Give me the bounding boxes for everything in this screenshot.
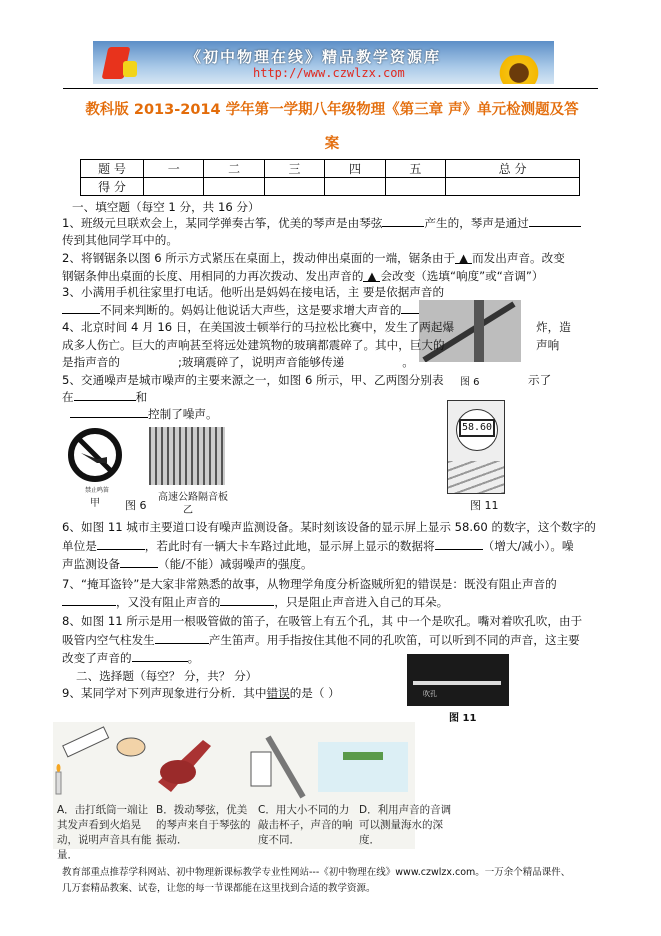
text: 控制了噪声。	[148, 407, 218, 421]
text: 会改变（选填“响度”或“音调”）	[380, 269, 544, 283]
text: 4、北京时间 4 月 16 日，在美国波士顿举行的马拉松比赛中，发生了两起爆	[62, 320, 455, 334]
text: 在	[62, 390, 74, 404]
score-cell[interactable]	[325, 178, 385, 196]
text: 产生的，琴声是通过	[424, 216, 529, 230]
question-1	[62, 215, 581, 231]
question-3-cont	[62, 302, 441, 318]
table-cell: 四	[325, 160, 385, 178]
blank-marker[interactable]: ▲	[363, 268, 380, 282]
text: 炸，造	[536, 320, 571, 334]
text: （能/不能）减弱噪声的强度。	[157, 557, 313, 571]
question-8-cont2	[62, 650, 199, 666]
page-title: 教科版 2013-2014 学年第一学期八年级物理《第三章 声》单元检测题及答	[85, 102, 579, 118]
fig6-caption: 图 6	[125, 499, 147, 512]
sound-barrier-image	[149, 427, 225, 485]
blank[interactable]	[120, 556, 158, 568]
blank[interactable]	[62, 302, 100, 314]
display-readout: 58.60	[459, 419, 495, 437]
text: ;玻璃震碎了，说明声音能够传递	[177, 355, 345, 369]
text: 钢锯条伸出桌面的长度、用相同的力再次拨动、发出声音的	[62, 269, 364, 283]
score-cell[interactable]	[204, 178, 264, 196]
straw-flute-image	[407, 654, 509, 706]
table-cell: 二	[204, 160, 264, 178]
blank-marker[interactable]: ▲	[455, 250, 472, 264]
blank[interactable]	[132, 650, 188, 662]
score-cell[interactable]	[446, 178, 580, 196]
fig11-caption: 图 11	[470, 499, 499, 512]
question-8-cont	[62, 632, 580, 648]
table-cell: 总 分	[446, 160, 580, 178]
blank[interactable]	[529, 215, 581, 227]
question-6: 6、如图 11 城市主要道口设有噪声监测设备。某时刻该设备的显示屏上显示 58.60 的数字，这个数字的	[62, 520, 596, 534]
q9-options-figure	[53, 722, 452, 861]
table-cell: 题 号	[81, 160, 144, 178]
blank[interactable]	[74, 389, 136, 401]
section-heading: 一、填空题（每空 1 分，共 16 分）	[72, 200, 260, 214]
question-4	[62, 319, 571, 335]
question-3: 3、小满用手机往家里打电话。他听出是妈妈在接电话，主 要是依据声音的	[62, 285, 445, 299]
text: 1、班级元旦联欢会上，某同学弹奏古筝，优美的琴声是由琴弦	[62, 216, 383, 230]
text: 。	[402, 355, 414, 369]
no-honking-sign-icon	[67, 427, 123, 483]
score-cell[interactable]	[264, 178, 324, 196]
question-5	[62, 372, 552, 388]
option-c[interactable]: C．用大小不同的力敲击杯子，声音的响度不同．	[258, 804, 353, 846]
blank[interactable]	[97, 538, 145, 550]
question-5-cont	[62, 389, 147, 405]
option-a[interactable]: A．击打纸筒一端让其发声看到火焰晃动，说明声音具有能量．	[57, 804, 152, 861]
text: 的是（ ）	[289, 686, 340, 700]
text: 不同来判断的。妈妈让他说话大声些，这是要求增大声音的	[100, 303, 402, 317]
logo-icon-yellow	[123, 61, 137, 77]
emphasis: 错误	[266, 686, 290, 700]
section-heading-2: 二、选择题（每空？ 分，共？ 分）	[76, 669, 258, 683]
table-row	[81, 160, 580, 178]
text: 5、交通噪声是城市噪声的主要来源之一，如图 6 所示，甲、乙两图分别表	[62, 373, 444, 387]
question-2	[62, 250, 565, 266]
text: ，又没有阻止声音的	[116, 595, 221, 609]
blank[interactable]	[220, 594, 274, 606]
table-cell: 三	[264, 160, 324, 178]
text: 改变了声音的	[62, 651, 132, 665]
site-banner[interactable]	[93, 41, 554, 84]
option-b[interactable]: B．拨动琴弦，优美的琴声来自于琴弦的振动．	[156, 804, 251, 846]
text: 声监测设备	[62, 557, 120, 571]
header-rule	[63, 88, 598, 89]
fig6-a-label: 甲	[90, 498, 100, 509]
text: 单位是	[62, 539, 97, 553]
sunflower-icon	[493, 55, 545, 84]
blank[interactable]	[382, 215, 424, 227]
question-6-cont	[62, 538, 574, 554]
text: 吸管内空气柱发生	[62, 633, 155, 647]
text: ，只是阻止声音进入自己的耳朵。	[274, 595, 449, 609]
text: 示了	[528, 373, 552, 387]
straw-fig-caption: 图 11	[449, 713, 477, 724]
page-title-cont: 案	[324, 136, 340, 152]
sound-barrier-caption: 高速公路隔音板	[158, 492, 228, 503]
text: 产生笛声。用手指按住其他不同的孔吹笛，可以听到不同的声音，这主要	[208, 633, 580, 647]
question-7: 7、“掩耳盗铃”是大家非常熟悉的故事，从物理学角度分析盗贼所犯的错误是：既没有阻止声音的	[62, 577, 557, 591]
banner-url[interactable]: http://www.czwlzx.com	[253, 66, 405, 80]
text: 成多人伤亡。巨大的声响甚至将远处建筑物的玻璃都震碎了。其中，巨大的	[62, 338, 445, 352]
fig6-label: 图 6	[460, 377, 480, 388]
question-2-cont	[62, 268, 544, 284]
score-cell[interactable]	[144, 178, 204, 196]
sign-caption: 禁止鸣笛	[85, 487, 110, 494]
question-1-cont: 传到其他同学耳中的。	[62, 233, 178, 247]
question-4-cont	[62, 337, 560, 353]
question-8: 8、如图 11 所示是用一根吸管做的笛子，在吸管上有五个孔，其 中一个是吹孔。嘴对着吹孔吹，由于	[62, 614, 583, 628]
blank[interactable]	[70, 406, 148, 418]
table-cell: 一	[144, 160, 204, 178]
question-7-cont	[62, 594, 448, 610]
question-4-cont2	[62, 354, 414, 370]
table-cell: 五	[385, 160, 445, 178]
text: ，若此时有一辆大卡车路过此地，显示屏上显示的数据将	[144, 539, 435, 553]
table-row	[81, 178, 580, 196]
question-5-cont2	[70, 406, 218, 422]
fig11-noise-monitor-image	[447, 400, 505, 494]
question-9	[62, 685, 340, 701]
score-table	[80, 159, 580, 196]
text: 和	[135, 390, 148, 404]
text: （增大/减小）。噪	[482, 539, 574, 553]
text: 而发出声音。改变	[472, 251, 565, 265]
text: 声响	[536, 338, 560, 352]
question-6-cont2	[62, 556, 313, 572]
blank[interactable]	[435, 538, 483, 550]
score-cell[interactable]	[385, 178, 445, 196]
options-illustrations	[53, 722, 415, 802]
text: 9、某同学对下列声现象进行分析．其中	[62, 686, 267, 700]
hole-label: 吹孔	[423, 690, 437, 698]
footer-line-2: 几万套精品教案、试卷，让您的每一节课都能在这里找到合适的教学资源。	[62, 883, 376, 894]
footer-line-1: 教育部重点推荐学科网站、初中物理新课标教学专业性网站---《初中物理在线》www.czwlzx.com。一万余个精品课件、	[62, 867, 571, 878]
text: 是指声音的	[62, 355, 120, 369]
blank[interactable]	[155, 632, 209, 644]
blank[interactable]	[62, 594, 116, 606]
banner-title: 《初中物理在线》精品教学资源库	[186, 48, 442, 66]
text: 2、将钢锯条以图 6 所示方式紧压在桌面上，拨动伸出桌面的一端，锯条由于	[62, 251, 456, 265]
table-cell: 得 分	[81, 178, 144, 196]
text: 。	[187, 651, 200, 665]
option-d[interactable]: D．利用声音的音调可以测量海水的深度．	[359, 804, 452, 846]
fig6-b-label: 乙	[183, 505, 193, 516]
